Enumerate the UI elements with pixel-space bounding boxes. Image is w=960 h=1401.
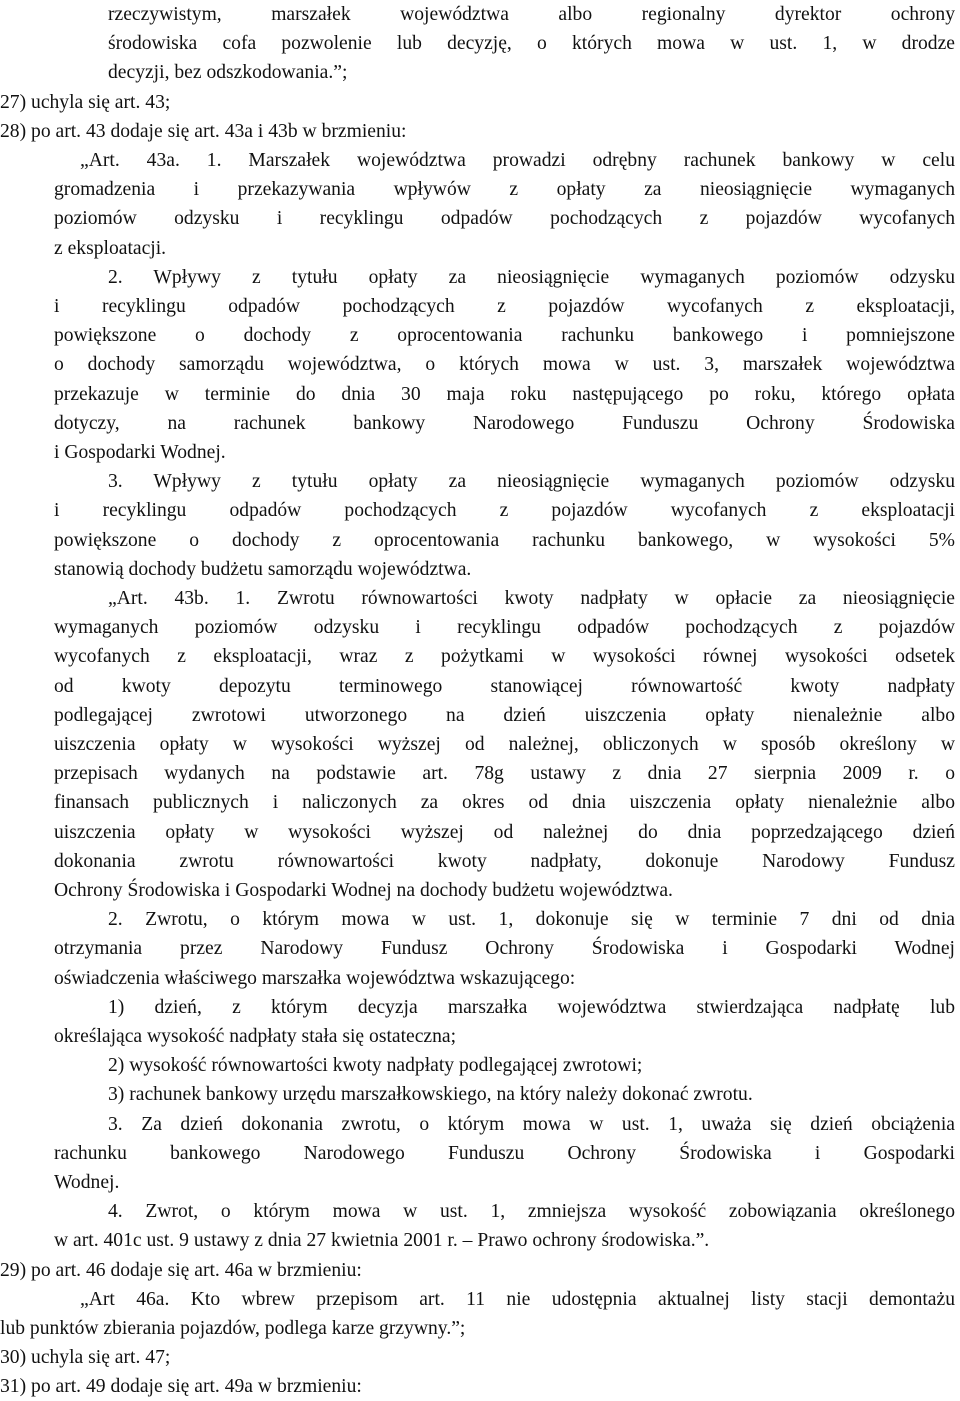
text-line-content: powiększone o dochody z oprocentowania rachunku bankowego i pomniejszone (54, 325, 955, 347)
text-line (0, 613, 960, 642)
text-line (0, 321, 960, 350)
text-line (0, 1197, 960, 1226)
text-line-content: o dochody samorządu województwa, o których mowa w ust. 3, marszałek województwa (54, 354, 955, 376)
text-line (0, 759, 960, 788)
text-line (0, 555, 960, 584)
text-line-content: przepisach wydanych na podstawie art. 78g ustawy z dnia 27 sierpnia 2009 r. o (54, 763, 955, 785)
text-line (0, 263, 960, 292)
text-line (0, 788, 960, 817)
text-line-content: otrzymania przez Narodowy Fundusz Ochrony Środowiska i Gospodarki Wodnej (54, 938, 955, 960)
text-line (0, 350, 960, 379)
text-line (0, 0, 960, 29)
text-line (0, 380, 960, 409)
text-line (0, 526, 960, 555)
text-line (0, 584, 960, 613)
text-line (0, 496, 960, 525)
text-line-content: 28) po art. 43 dodaje się art. 43a i 43b w brzmieniu: (0, 120, 407, 142)
text-line (0, 847, 960, 876)
text-line-content: wymaganych poziomów odzysku i recyklingu odpadów pochodzących z pojazdów (54, 617, 955, 639)
text-line (0, 1110, 960, 1139)
text-line-content: wycofanych z eksploatacji, wraz z pożytkami w wysokości równej wysokości odsetek (54, 646, 955, 668)
text-line-content: gromadzenia i przekazywania wpływów z opłaty za nieosiągnięcie wymaganych (54, 179, 955, 201)
text-line-content: Wodnej. (54, 1172, 120, 1193)
text-line-content: i Gospodarki Wodnej. (54, 442, 226, 463)
text-line-content: oświadczenia właściwego marszałka województwa wskazującego: (54, 967, 576, 989)
text-line-content: 30) uchyla się art. 47; (0, 1347, 171, 1369)
text-line-content: 3. Wpływy z tytułu opłaty za nieosiągnięcie wymaganych poziomów odzysku (108, 471, 955, 493)
text-line-content: stanowią dochody budżetu samorządu województwa. (54, 558, 472, 580)
text-line (0, 292, 960, 321)
text-line-content: 3) rachunek bankowy urzędu marszałkowskiego, na który należy dokonać zwrotu. (108, 1084, 753, 1106)
text-line (0, 29, 960, 58)
text-line-content: od kwoty depozytu terminowego stanowiącej równowartość kwoty nadpłaty (54, 675, 955, 697)
text-line (0, 1022, 960, 1051)
text-line-content: 31) po art. 49 dodaje się art. 49a w brzmieniu: (0, 1376, 362, 1398)
text-line (0, 934, 960, 963)
text-line (0, 672, 960, 701)
text-line-content: rzeczywistym, marszałek województwa albo regionalny dyrektor ochrony (108, 4, 955, 25)
text-line (0, 701, 960, 730)
text-line (0, 1226, 960, 1255)
text-line-content: podlegającej zwrotowi utworzonego na dzień uiszczenia opłaty nienależnie albo (54, 704, 955, 726)
text-line (0, 1343, 960, 1372)
text-line-content: powiększone o dochody z oprocentowania rachunku bankowego, w wysokości 5% (54, 529, 955, 551)
text-line (0, 993, 960, 1022)
text-line-content: określająca wysokość nadpłaty stała się ostateczna; (54, 1026, 457, 1047)
text-line-content: 4. Zwrot, o którym mowa w ust. 1, zmniejsza wysokość zobowiązania określonego (108, 1201, 955, 1223)
text-line (0, 467, 960, 496)
text-line (0, 730, 960, 759)
text-line (0, 117, 960, 146)
text-line (0, 409, 960, 438)
text-line (0, 175, 960, 204)
text-line-content: rachunku bankowego Narodowego Funduszu Ochrony Środowiska i Gospodarki (54, 1142, 955, 1164)
text-line (0, 1051, 960, 1080)
text-line (0, 1256, 960, 1285)
text-line (0, 1168, 960, 1197)
text-line (0, 964, 960, 993)
text-line (0, 234, 960, 263)
text-line (0, 204, 960, 233)
text-line (0, 58, 960, 87)
text-line-content: w art. 401c ust. 9 ustawy z dnia 27 kwietnia 2001 r. – Prawo ochrony środowiska.”. (54, 1230, 710, 1252)
text-line-content: 2. Wpływy z tytułu opłaty za nieosiągnięcie wymaganych poziomów odzysku (108, 266, 955, 288)
text-line (0, 818, 960, 847)
text-line-content: poziomów odzysku i recyklingu odpadów pochodzących z pojazdów wycofanych (54, 208, 955, 230)
text-line (0, 88, 960, 117)
text-line (0, 905, 960, 934)
text-line-content: 29) po art. 46 dodaje się art. 46a w brzmieniu: (0, 1259, 362, 1281)
text-line-content: środowiska cofa pozwolenie lub decyzję, o których mowa w ust. 1, w drodze (108, 33, 955, 55)
text-line (0, 1285, 960, 1314)
text-line-content: i recyklingu odpadów pochodzących z pojazdów wycofanych z eksploatacji, (54, 296, 955, 317)
text-line (0, 1314, 960, 1343)
text-line-content: 3. Za dzień dokonania zwrotu, o którym mowa w ust. 1, uważa się dzień obciążenia (108, 1113, 955, 1135)
text-line-content: finansach publicznych i naliczonych za okres od dnia uiszczenia opłaty nienależnie albo (54, 792, 955, 814)
text-line (0, 642, 960, 671)
text-line (0, 1080, 960, 1109)
text-line (0, 146, 960, 175)
text-line (0, 1139, 960, 1168)
text-line-content: 2) wysokość równowartości kwoty nadpłaty podlegającej zwrotowi; (108, 1055, 643, 1077)
text-line-content: Ochrony Środowiska i Gospodarki Wodnej na dochody budżetu województwa. (54, 880, 673, 901)
text-line-content: „Art. 43a. 1. Marszałek województwa prowadzi odrębny rachunek bankowy w celu (80, 150, 955, 171)
text-line-content: dokonania zwrotu równowartości kwoty nadpłaty, dokonuje Narodowy Fundusz (54, 850, 955, 872)
text-line (0, 1372, 960, 1401)
text-line-content: przekazuje w terminie do dnia 30 maja roku następującego po roku, którego opłata (54, 383, 955, 405)
text-line (0, 438, 960, 467)
text-line-content: 1) dzień, z którym decyzja marszałka województwa stwierdzająca nadpłatę lub (108, 996, 955, 1018)
text-line-content: i recyklingu odpadów pochodzących z pojazdów wycofanych z eksploatacji (54, 500, 955, 522)
text-line-content: lub punktów zbierania pojazdów, podlega karze grzywny.”; (0, 1318, 466, 1339)
text-line-content: dotyczy, na rachunek bankowy Narodowego Funduszu Ochrony Środowiska (54, 412, 955, 434)
text-line (0, 876, 960, 905)
text-line-content: uiszczenia opłaty w wysokości wyższej od należnej do dnia poprzedzającego dzień (54, 821, 955, 843)
text-line-content: z eksploatacji. (54, 237, 167, 259)
text-line-content: „Art. 43b. 1. Zwrotu równowartości kwoty nadpłaty w opłacie za nieosiągnięcie (108, 588, 955, 609)
text-line-content: 2. Zwrotu, o którym mowa w ust. 1, dokonuje się w terminie 7 dni od dnia (108, 909, 955, 931)
text-line-content: „Art 46a. Kto wbrew przepisom art. 11 nie udostępnia aktualnej listy stacji demontażu (80, 1288, 955, 1310)
text-line-content: 27) uchyla się art. 43; (0, 91, 171, 113)
text-line-content: uiszczenia opłaty w wysokości wyższej od należnej, obliczonych w sposób określony w (54, 734, 955, 755)
text-line-content: decyzji, bez odszkodowania.”; (108, 62, 348, 84)
